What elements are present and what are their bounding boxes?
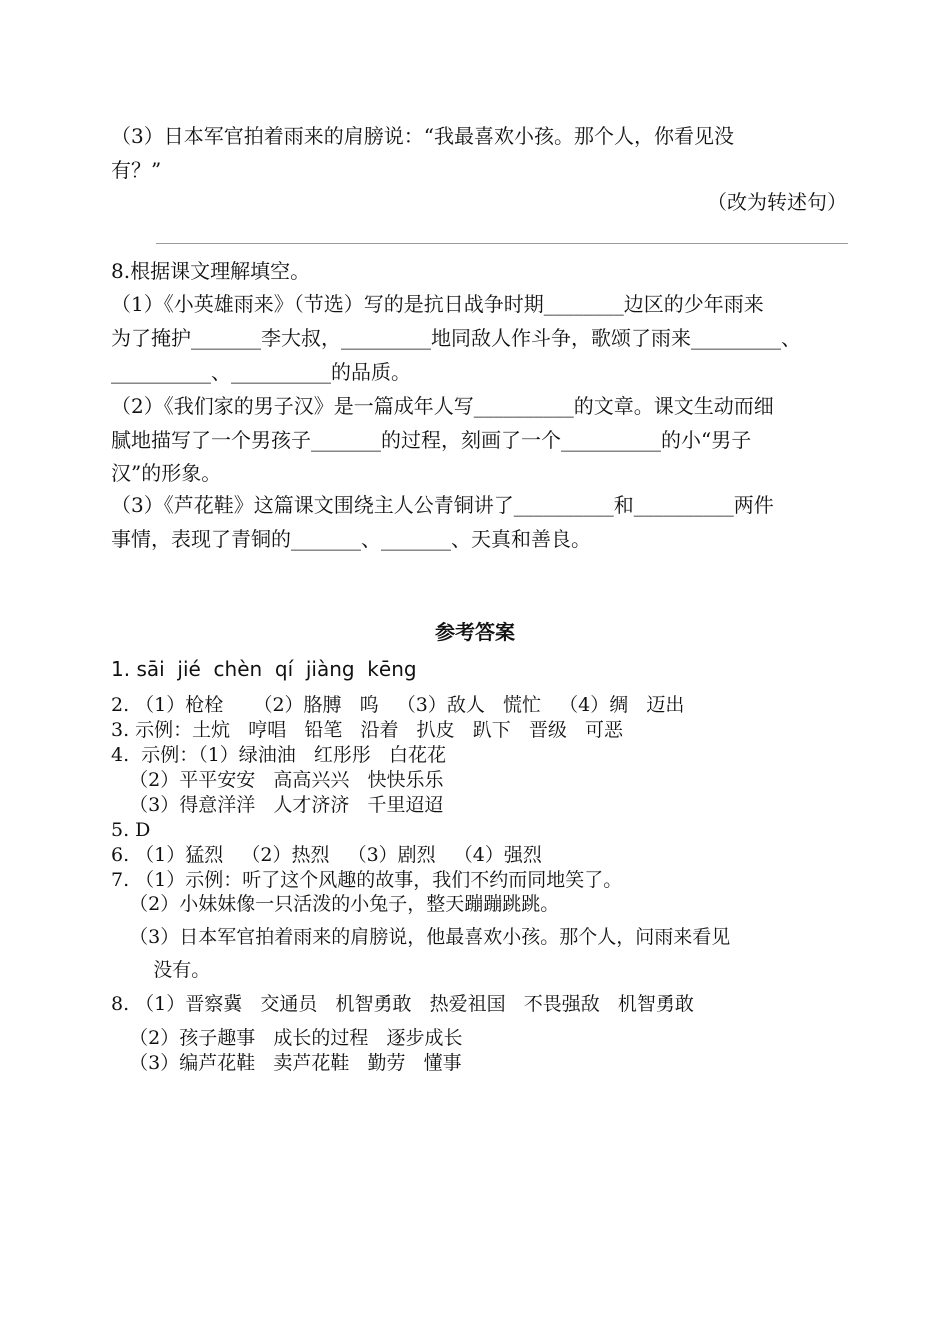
answer-1: 1. sāi jié chèn qí jiàng kēng [111,657,417,681]
answer-4-3: （3）得意洋洋 人才济济 千里迢迢 [111,794,444,816]
answer-4-1: 4. 示例：（1）绿油油 红彤彤 白花花 [111,744,447,766]
answer-8-2: （2）孩子趣事 成长的过程 逐步成长 [111,1027,463,1049]
q8-line: 汉”的形象。 [111,461,222,485]
q8-line: （3）《芦花鞋》这篇课文围绕主人公青铜讲了__________和__________两件 [111,493,774,517]
answer-3: 3. 示例：土炕 哼唱 铅笔 沿着 扒皮 趴下 晋级 可恶 [111,719,623,741]
answer-6: 6. （1）猛烈 （2）热烈 （3）剧烈 （4）强烈 [111,844,542,866]
q7-item3-line1: （3）日本军官拍着雨来的肩膀说：“我最喜欢小孩。那个人，你看见没 [111,124,734,148]
answer-7-1: 7. （1）示例：听了这个风趣的故事，我们不约而同地笑了。 [111,869,623,891]
q8-line: 腻地描写了一个男孩子_______的过程，刻画了一个__________的小“男子 [111,428,752,452]
q8-line: （2）《我们家的男子汉》是一篇成年人写__________的文章。课文生动而细 [111,394,774,418]
answer-2: 2. （1）枪栓 （2）胳膊 呜 （3）敌人 慌忙 （4）绸 迈出 [111,694,685,716]
answers-title: 参考答案 [435,620,515,644]
answer-8-3: （3）编芦花鞋 卖芦花鞋 勤劳 懂事 [111,1052,462,1074]
q8-title: 8.根据课文理解填空。 [111,259,311,283]
answer-7-3b: 没有。 [111,959,211,981]
answer-7-2: （2）小妹妹像一只活泼的小兔子，整天蹦蹦跳跳。 [111,893,560,915]
answer-5: 5. D [111,819,151,841]
q7-item3-line2: 有？” [111,158,162,182]
answer-4-2: （2）平平安安 高高兴兴 快快乐乐 [111,769,444,791]
q7-instruction: （改为转述句） [707,190,847,214]
q8-line: 为了掩护_______李大叔，_________地同敌人作斗争，歌颂了雨来_________、 [111,326,801,350]
answer-7-3a: （3）日本军官拍着雨来的肩膀说，他最喜欢小孩。那个人，问雨来看见 [111,926,731,948]
answer-8-1: 8. （1）晋察冀 交通员 机智勇敢 热爱祖国 不畏强敌 机智勇敢 [111,993,694,1015]
q8-line: （1）《小英雄雨来》（节选）写的是抗日战争时期________边区的少年雨来 [111,292,764,316]
answer-blank-line [156,243,848,244]
q8-line: __________、__________的品质。 [111,360,411,384]
q8-line: 事情，表现了青铜的_______、_______、天真和善良。 [111,527,591,551]
